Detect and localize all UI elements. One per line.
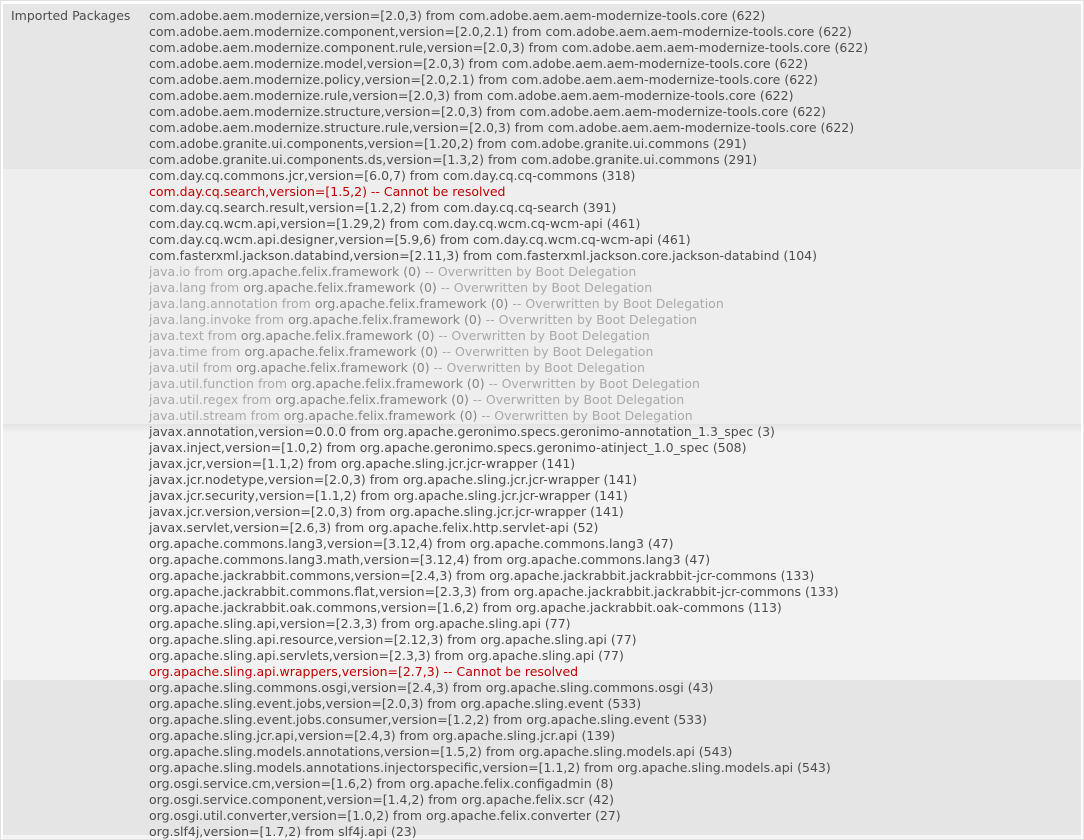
package-line: javax.jcr,version=[1.1,2) from org.apache.sling.jcr.jcr-wrapper (141) — [149, 456, 576, 471]
package-line — [149, 328, 1083, 344]
package-line: org.osgi.service.cm,version=[1.6,2) from org.apache.felix.configadmin (8) — [149, 776, 614, 791]
package-line: com.adobe.aem.modernize.policy,version=[2.0,2.1) from com.adobe.aem.aem-modernize-tools.core (622) — [149, 72, 818, 87]
imported-packages-label: Imported Packages — [11, 8, 131, 23]
boot-delegation-note: -- Overwritten by Boot Delegation — [477, 408, 693, 423]
package-name-segment: java.util from — [149, 360, 236, 375]
package-line: org.osgi.service.component,version=[1.4,2) from org.apache.felix.scr (42) — [149, 792, 615, 807]
package-name-segment: java.lang.invoke from — [149, 312, 289, 327]
package-line: com.adobe.aem.modernize.component,version=[2.0,2.1) from com.adobe.aem.aem-modernize-tools.core (622) — [149, 24, 852, 39]
package-line: org.apache.sling.jcr.api,version=[2.4,3) from org.apache.sling.jcr.api (139) — [149, 728, 616, 743]
package-name-segment: java.io from — [149, 264, 228, 279]
package-line — [149, 360, 1083, 376]
boot-delegation-note: -- Overwritten by Boot Delegation — [484, 376, 700, 391]
package-line: org.apache.sling.models.annotations,version=[1.5,2) from org.apache.sling.models.api (543) — [149, 744, 733, 759]
providing-bundle-segment: org.apache.felix.framework (0) — [240, 328, 435, 343]
package-line: com.adobe.granite.ui.components.ds,version=[1.3,2) from com.adobe.granite.ui.commons (291) — [149, 152, 758, 167]
boot-delegation-note: -- Overwritten by Boot Delegation — [438, 344, 654, 359]
package-name-segment: java.text from — [149, 328, 241, 343]
package-line: javax.servlet,version=[2.6,3) from org.apache.felix.http.servlet-api (52) — [149, 520, 599, 535]
boot-delegation-note: -- Overwritten by Boot Delegation — [420, 264, 637, 279]
package-line: com.adobe.aem.modernize.rule,version=[2.0,3) from com.adobe.aem.aem-modernize-tools.core (622) — [149, 88, 794, 103]
package-line: com.day.cq.search.result,version=[1.2,2) from com.day.cq.cq-search (391) — [149, 200, 617, 215]
package-name-segment: java.util.regex from — [149, 392, 276, 407]
package-line: com.adobe.aem.modernize.structure.rule,version=[2.0,3) from com.adobe.aem.aem-modernize-tools.core (622) — [149, 120, 855, 135]
providing-bundle-segment: org.apache.felix.framework (0) — [244, 344, 439, 359]
providing-bundle-segment: org.apache.felix.framework (0) — [288, 312, 482, 327]
package-line: com.day.cq.search,version=[1.5,2) -- Cannot be resolved — [149, 184, 506, 199]
package-line: org.apache.sling.event.jobs,version=[2.0,3) from org.apache.sling.event (533) — [149, 696, 642, 711]
package-line: com.fasterxml.jackson.databind,version=[2.11,3) from com.fasterxml.jackson.core.jackson-databind (104) — [149, 248, 818, 263]
package-line: org.apache.sling.api.servlets,version=[2.3,3) from org.apache.sling.api (77) — [149, 648, 624, 663]
package-line: org.apache.sling.models.annotations.injectorspecific,version=[1.1,2) from org.apache.sling.models.api (543) — [149, 760, 831, 775]
package-line: org.apache.commons.lang3,version=[3.12,4) from org.apache.commons.lang3 (47) — [149, 536, 674, 551]
imported-packages-list — [149, 8, 1083, 840]
boot-delegation-note: -- Overwritten by Boot Delegation — [508, 296, 724, 311]
package-line: org.apache.sling.commons.osgi,version=[2.4,3) from org.apache.sling.commons.osgi (43) — [149, 680, 714, 695]
package-line — [149, 376, 1083, 392]
package-name-segment: java.lang.annotation from — [149, 296, 315, 311]
package-line: javax.inject,version=[1.0,2) from org.apache.geronimo.specs.geronimo-atinject_1.0_spec (508) — [149, 440, 747, 455]
package-name-segment: java.util.function from — [149, 376, 292, 391]
package-line: org.apache.jackrabbit.oak.commons,version=[1.6,2) from org.apache.jackrabbit.oak-commons (113) — [149, 600, 782, 615]
package-name-segment: java.time from — [149, 344, 245, 359]
package-line — [149, 392, 1083, 408]
providing-bundle-segment: org.apache.felix.framework (0) — [314, 296, 509, 311]
package-line — [149, 312, 1083, 328]
package-line: com.adobe.aem.modernize.component.rule,version=[2.0,3) from com.adobe.aem.aem-modernize-tools.core (622) — [149, 40, 869, 55]
boot-delegation-note: -- Overwritten by Boot Delegation — [468, 392, 685, 407]
package-line: org.apache.jackrabbit.commons.flat,version=[2.3,3) from org.apache.jackrabbit.jackrabbit-jcr-commons (133) — [149, 584, 839, 599]
package-line: org.apache.sling.api.resource,version=[2.12,3) from org.apache.sling.api (77) — [149, 632, 637, 647]
package-line: com.adobe.granite.ui.components,version=[1.20,2) from com.adobe.granite.ui.commons (291) — [149, 136, 747, 151]
package-line: com.adobe.aem.modernize.model,version=[2.0,3) from com.adobe.aem.aem-modernize-tools.core (622) — [149, 56, 809, 71]
package-line — [149, 264, 1083, 280]
providing-bundle-segment: org.apache.felix.framework (0) — [275, 392, 469, 407]
package-line: javax.jcr.nodetype,version=[2.0,3) from org.apache.sling.jcr.jcr-wrapper (141) — [149, 472, 638, 487]
package-name-segment: java.lang from — [149, 280, 244, 295]
providing-bundle-segment: org.apache.felix.framework (0) — [283, 408, 478, 423]
providing-bundle-segment: org.apache.felix.framework (0) — [243, 280, 437, 295]
package-line: com.adobe.aem.modernize.structure,version=[2.0,3) from com.adobe.aem.aem-modernize-tools.core (622) — [149, 104, 826, 119]
package-line: org.apache.sling.event.jobs.consumer,version=[1.2,2) from org.apache.sling.event (533) — [149, 712, 707, 727]
package-line: org.apache.jackrabbit.commons,version=[2.4,3) from org.apache.jackrabbit.jackrabbit-jcr-commons (133) — [149, 568, 815, 583]
boot-delegation-note: -- Overwritten by Boot Delegation — [429, 360, 645, 375]
providing-bundle-segment: org.apache.felix.framework (0) — [227, 264, 421, 279]
package-line: org.apache.sling.api.wrappers,version=[2.7,3) -- Cannot be resolved — [149, 664, 579, 679]
package-line: javax.jcr.version,version=[2.0,3) from org.apache.sling.jcr.jcr-wrapper (141) — [149, 504, 624, 519]
package-name-segment: java.util.stream from — [149, 408, 284, 423]
package-line: org.apache.sling.api,version=[2.3,3) from org.apache.sling.api (77) — [149, 616, 571, 631]
package-line — [149, 296, 1083, 312]
boot-delegation-note: -- Overwritten by Boot Delegation — [481, 312, 698, 327]
package-line: javax.jcr.security,version=[1.1,2) from org.apache.sling.jcr.jcr-wrapper (141) — [149, 488, 628, 503]
boot-delegation-note: -- Overwritten by Boot Delegation — [436, 280, 653, 295]
package-line: org.osgi.util.converter,version=[1.0,2) from org.apache.felix.converter (27) — [149, 808, 621, 823]
package-line: javax.annotation,version=0.0.0 from org.apache.geronimo.specs.geronimo-annotation_1.3_spec (3) — [149, 424, 775, 439]
providing-bundle-segment: org.apache.felix.framework (0) — [291, 376, 485, 391]
package-line: com.adobe.aem.modernize,version=[2.0,3) from com.adobe.aem.aem-modernize-tools.core (622) — [149, 8, 766, 23]
package-line: org.slf4j,version=[1.7,2) from slf4j.api (23) — [149, 824, 417, 839]
package-line — [149, 408, 1083, 424]
package-line: com.day.cq.commons.jcr,version=[6.0,7) from com.day.cq.cq-commons (318) — [149, 168, 636, 183]
package-line — [149, 344, 1083, 360]
package-line — [149, 280, 1083, 296]
package-line: com.day.cq.wcm.api,version=[1.29,2) from com.day.cq.wcm.cq-wcm-api (461) — [149, 216, 641, 231]
boot-delegation-note: -- Overwritten by Boot Delegation — [434, 328, 650, 343]
package-line: com.day.cq.wcm.api.designer,version=[5.9,6) from com.day.cq.wcm.cq-wcm-api (461) — [149, 232, 691, 247]
providing-bundle-segment: org.apache.felix.framework (0) — [235, 360, 430, 375]
package-line: org.apache.commons.lang3.math,version=[3.12,4) from org.apache.commons.lang3 (47) — [149, 552, 711, 567]
